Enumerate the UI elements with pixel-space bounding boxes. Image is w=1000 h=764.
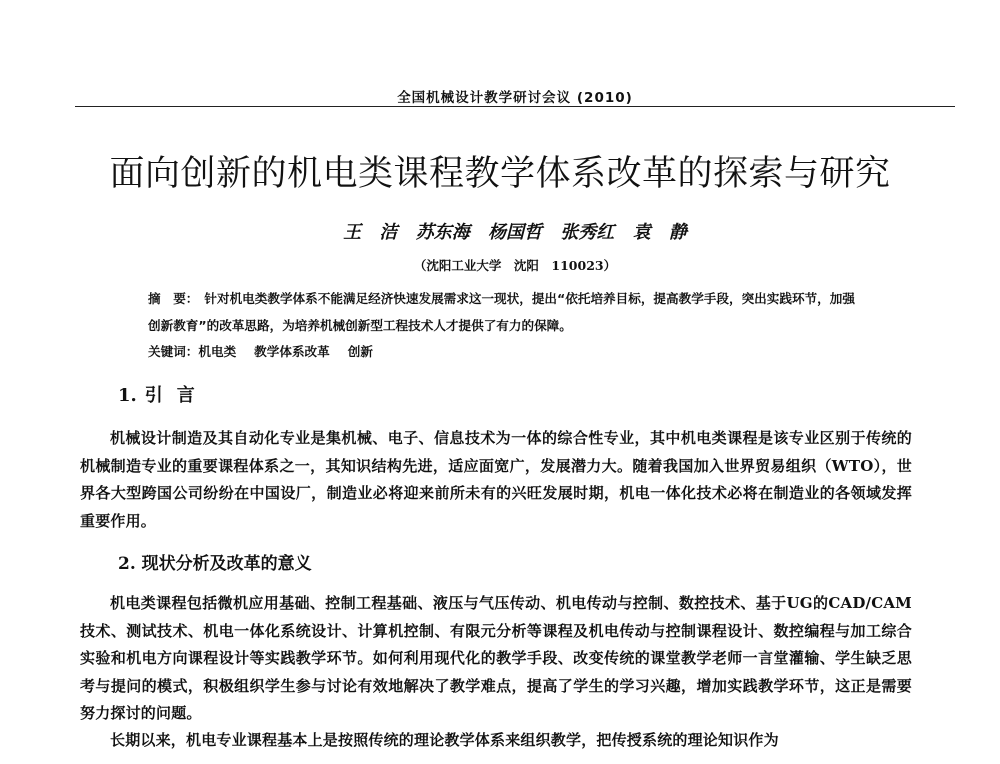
keyword: 机电类 [198,344,237,359]
author: 杨国哲 [488,222,542,243]
author-list [75,218,955,244]
author: 袁 静 [632,222,687,243]
keywords-label: 关键词： [148,344,199,359]
affiliation: （沈阳工业大学 沈阳 110023） [413,258,617,273]
section-heading-intro [118,381,209,407]
author: 王 洁 [343,222,398,243]
paragraph: 机械设计制造及其自动化专业是集机械、电子、信息技术为一体的综合性专业，其中机电类课程是该专业区别于传统的机械制造专业的重要课程体系之一，其知识结构先进，适应面宽广，发展潜力大。随着我国加入世界贸易组织（WTO），世界各大型跨国公司纷纷在中国设厂，制造业必将迎来前所未有的兴旺发展时期，机电一体化技术必将在制造业的各领域发挥重要作用。 [80,429,912,530]
section-number: 1. [118,385,137,406]
author: 苏东海 [415,222,470,243]
section-title: 引言 [144,385,209,406]
abstract-text: 针对机电类教学体系不能满足经济快速发展需求这一现状，提出“依托培养目标，提高教学手段，突出实践环节，加强创新教育”的改革思路，为培养机械创新型工程技术人才提供了有力的保障。 [148,291,855,333]
keyword: 教学体系改革 [254,344,330,359]
section-heading-analysis [118,549,312,574]
keyword: 创新 [347,344,373,359]
keywords [148,341,391,360]
section-number: 2. [118,554,136,574]
paragraph: 长期以来，机电专业课程基本上是按照传统的理论教学体系来组织教学，把传授系统的理论知识作为 [110,731,779,749]
conference-header: 全国机械设计教学研讨会议 (2010) [397,90,633,106]
paragraph: 机电类课程包括微机应用基础、控制工程基础、液压与气压传动、机电传动与控制、数控技术、基于UG的CAD/CAM技术、测试技术、机电一体化系统设计、计算机控制、有限元分析等课程及机电传动与控制课程设计、数控编程与加工综合实验和机电方向课程设计等实践教学环节。如何利用现代化的教学手段、改变传统的课堂教学老师一言堂灌输、学生缺乏思考与提问的模式，积极组织学生参与讨论有效地解决了教学难点，提高了学生的学习兴趣，增加实践教学环节，这正是需要努力探讨的问题。 [80,594,912,722]
section-title: 现状分析及改革的意义 [141,554,312,574]
header-rule [75,106,955,107]
paper-title: 面向创新的机电类课程教学体系改革的探索与研究 [109,154,891,194]
abstract [148,285,858,339]
author: 张秀红 [560,222,615,243]
abstract-label: 摘 要： [148,291,199,306]
